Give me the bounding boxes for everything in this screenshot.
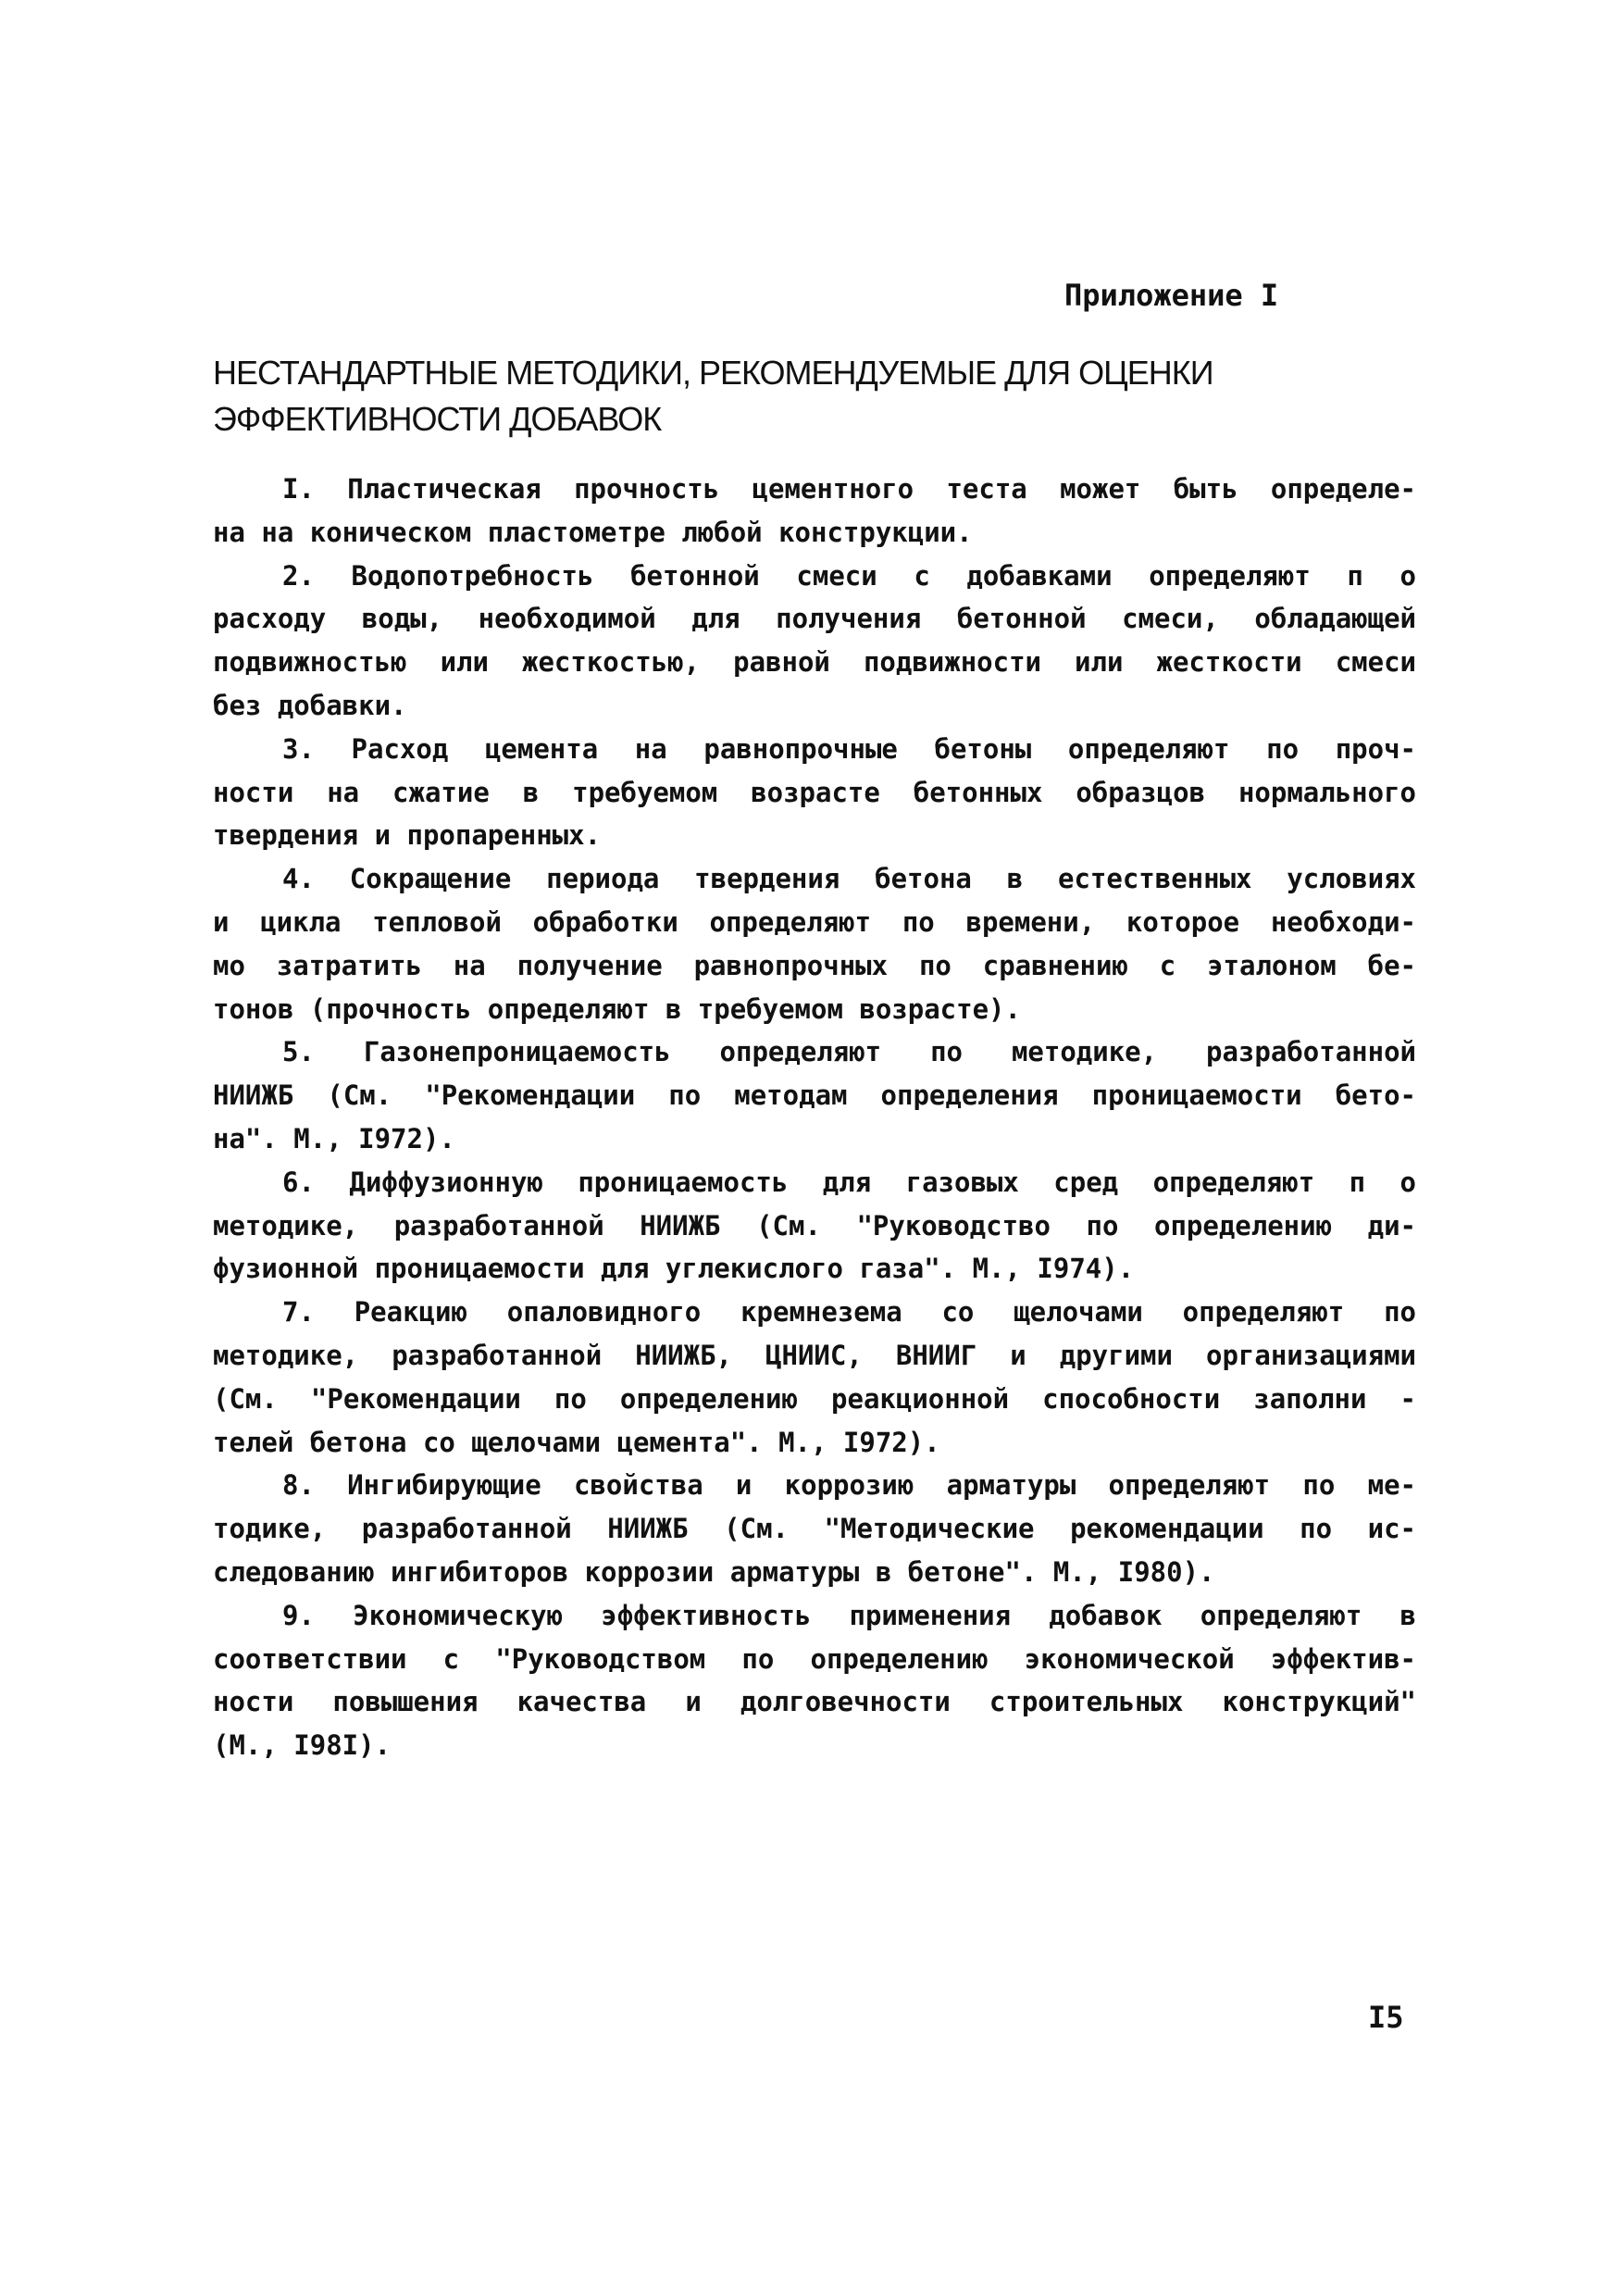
paragraph-line: ности на сжатие в требуемом возрасте бетонных образцов нормального — [213, 776, 1416, 808]
paragraph-line: мо затратить на получение равнопрочных по сравнению с эталоном бе- — [213, 949, 1416, 981]
paragraph-4 — [213, 857, 1416, 1030]
page-number: I5 — [1368, 2000, 1404, 2035]
paragraph-line: I. Пластическая прочность цементного теста может быть определе- — [282, 473, 1416, 505]
paragraph-line: на". М., I972). — [213, 1122, 455, 1154]
title-line-2: ЭФФЕКТИВНОСТИ ДОБАВОК — [213, 400, 662, 438]
paragraph-line: ности повышения качества и долговечности строительных конструкций" — [213, 1686, 1416, 1718]
paragraph-6 — [213, 1161, 1416, 1291]
paragraph-line: без добавки. — [213, 689, 407, 721]
paragraph-line: тодике, разработанной НИИЖБ (См. "Методические рекомендации по ис- — [213, 1513, 1416, 1545]
paragraph-line: подвижностью или жесткостью, равной подвижности или жесткости смеси — [213, 646, 1416, 679]
paragraph-line: методике, разработанной НИИЖБ (См. "Руководство по определению ди- — [213, 1209, 1416, 1242]
paragraph-line: телей бетона со щелочами цемента". М., I972). — [213, 1426, 940, 1458]
paragraph-line: (См. "Рекомендации по определению реакционной способности заполни - — [213, 1382, 1416, 1415]
paragraph-line: и цикла тепловой обработки определяют по времени, которое необходи- — [213, 905, 1416, 938]
paragraph-line: фузионной проницаемости для углекислого газа". М., I974). — [213, 1253, 1135, 1285]
paragraph-line: 5. Газонепроницаемость определяют по методике, разработанной — [282, 1036, 1416, 1068]
paragraph-5 — [213, 1030, 1416, 1160]
paragraph-2 — [213, 555, 1416, 728]
paragraph-line: 9. Экономическую эффективность применения добавок определяют в — [282, 1599, 1416, 1631]
document-title — [213, 350, 1213, 443]
paragraph-line: 4. Сокращение периода твердения бетона в естественных условиях — [282, 863, 1416, 895]
paragraph-line: соответствии с "Руководством по определению экономической эффектив- — [213, 1642, 1416, 1675]
paragraph-line: 2. Водопотребность бетонной смеси с добавками определяют п о — [282, 559, 1416, 592]
paragraph-line: 3. Расход цемента на равнопрочные бетоны определяют по проч- — [282, 732, 1416, 765]
title-line-1: НЕСТАНДАРТНЫЕ МЕТОДИКИ, РЕКОМЕНДУЕМЫЕ ДЛЯ ОЦЕНКИ — [213, 354, 1213, 392]
paragraph-line: тонов (прочность определяют в требуемом возрасте). — [213, 992, 1021, 1025]
paragraph-line: расходу воды, необходимой для получения бетонной смеси, обладающей — [213, 603, 1416, 635]
paragraph-8 — [213, 1464, 1416, 1593]
paragraph-line: на на коническом пластометре любой конструкции. — [213, 516, 973, 548]
paragraph-line: твердения и пропаренных. — [213, 819, 602, 852]
paragraph-line: следованию ингибиторов коррозии арматуры в бетоне". М., I980). — [213, 1555, 1215, 1588]
paragraph-1 — [213, 468, 1416, 555]
document-body — [213, 468, 1416, 1767]
paragraph-line: 7. Реакцию опаловидного кремнезема со щелочами определяют по — [282, 1296, 1416, 1329]
paragraph-line: (М., I98I). — [213, 1729, 392, 1762]
paragraph-7 — [213, 1291, 1416, 1464]
paragraph-line: 6. Диффузионную проницаемость для газовых сред определяют п о — [282, 1166, 1416, 1198]
paragraph-line: НИИЖБ (См. "Рекомендации по методам определения проницаемости бето- — [213, 1079, 1416, 1112]
appendix-label: Приложение I — [1064, 278, 1279, 313]
paragraph-9 — [213, 1594, 1416, 1767]
paragraph-line: методике, разработанной НИИЖБ, ЦНИИС, ВНИИГ и другими организациями — [213, 1339, 1416, 1371]
paragraph-3 — [213, 728, 1416, 857]
paragraph-line: 8. Ингибирующие свойства и коррозию арматуры определяют по ме- — [282, 1469, 1416, 1502]
